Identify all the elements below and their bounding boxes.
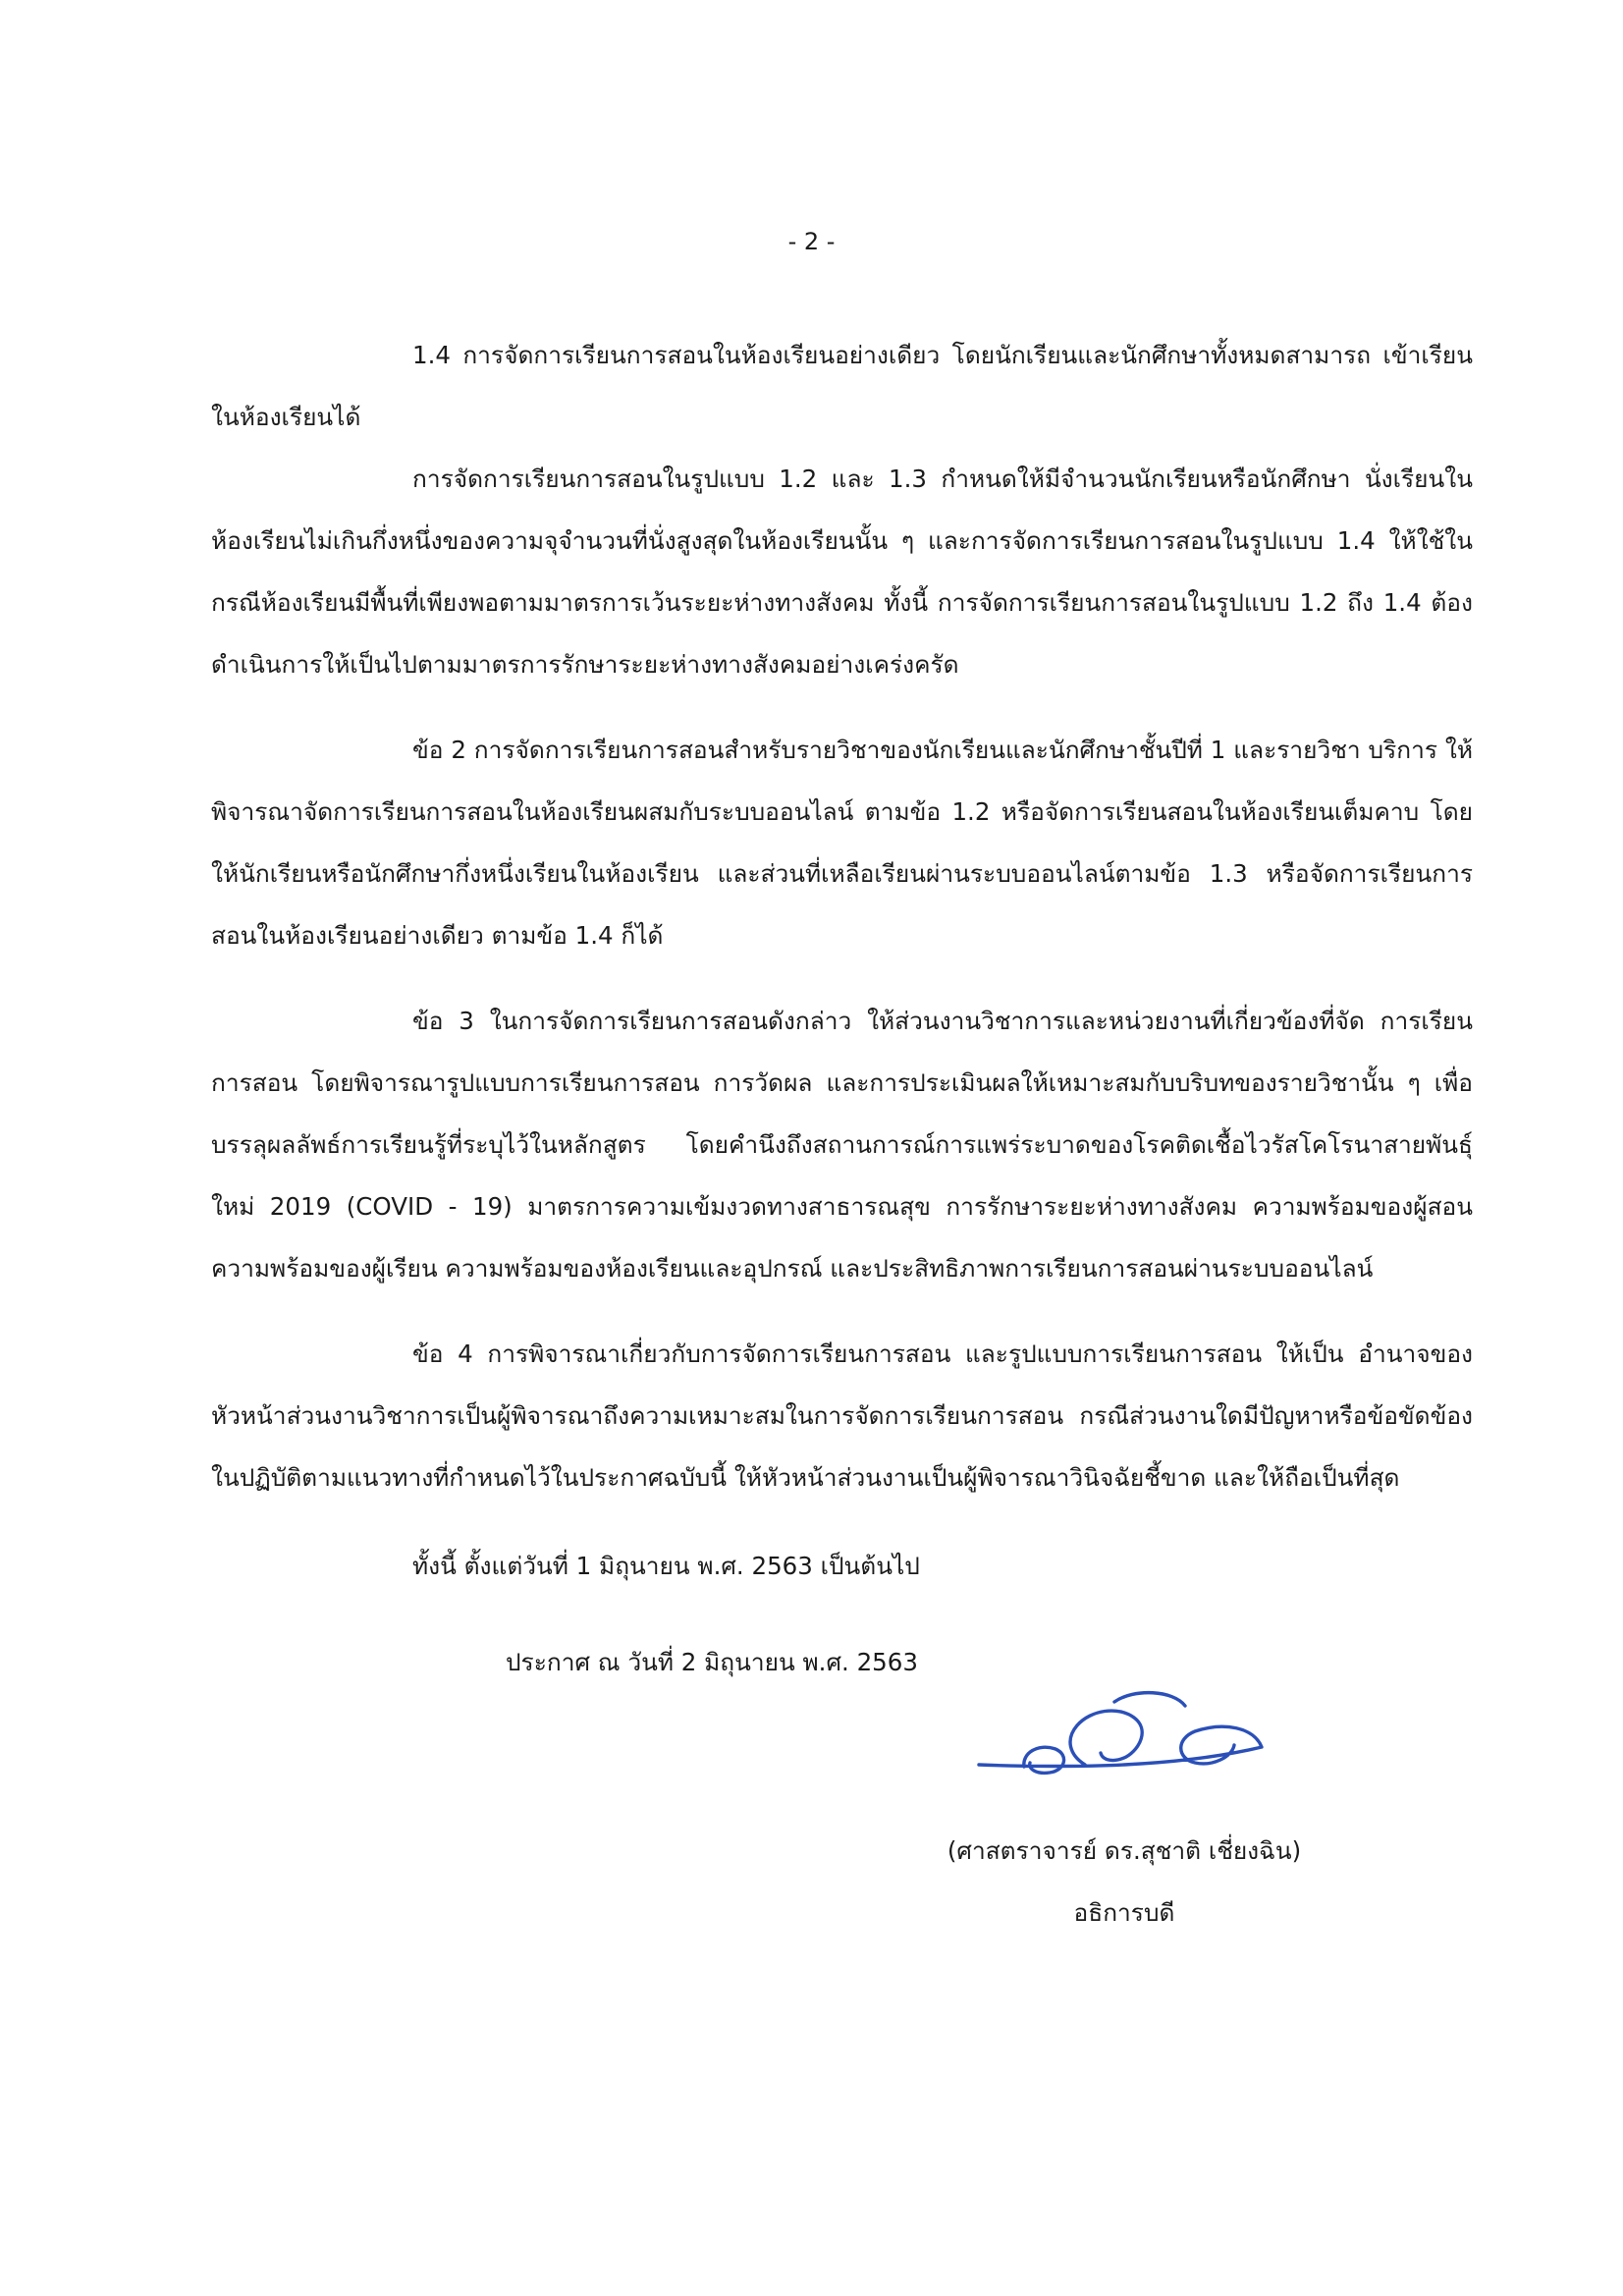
paragraph-continuation: บริการ ให้พิจารณาจัดการเรียนการสอนในห้องเรียนผสมกับระบบออนไลน์ ตามข้อ 1.2 หรือจัดการเรียนสอนในห้องเรียนเต็มคาบ โดยให้นักเรียนหรือนักศึกษากึ่งหนึ่งเรียนในห้องเรียน และส่วนที่เหลือเรียนผ่านระบบออนไลน์ตามข้อ 1.3 หรือจัดการเรียนการสอนในห้องเรียนอย่างเดียว ตามข้อ 1.4 ก็ได้ — [211, 736, 1473, 950]
paragraph-clause-3 — [211, 990, 1473, 1299]
paragraph-continuation: การเรียนการสอน โดยพิจารณารูปแบบการเรียนการสอน การวัดผล และการประเมินผลให้เหมาะสมกับบริบทของรายวิชานั้น ๆ เพื่อบรรลุผลลัพธ์การเรียนรู้ที่ระบุไว้ในหลักสูตร โดยคำนึงถึงสถานการณ์การแพร่ระบาดของโรคติดเชื้อไวรัสโคโรนาสายพันธุ์ใหม่ 2019 (COVID - 19) มาตรการความเข้มงวดทางสาธารณสุข การรักษาระยะห่างทางสังคม ความพร้อมของผู้สอน ความพร้อมของผู้เรียน ความพร้อมของห้องเรียนและอุปกรณ์ และประสิทธิภาพการเรียนการสอนผ่านระบบออนไลน์ — [211, 1007, 1473, 1283]
page-number: - 2 - — [787, 228, 836, 255]
paragraph-format-rules — [211, 448, 1473, 695]
document-body — [211, 324, 1473, 1508]
effective-date: ทั้งนี้ ตั้งแต่วันที่ 1 มิถุนายน พ.ศ. 2563 เป็นต้นไป — [412, 1552, 920, 1580]
paragraph-continuation: นั่งเรียนในห้องเรียนไม่เกินกึ่งหนึ่งของความจุจำนวนที่นั่งสูงสุดในห้องเรียนนั้น ๆ และการจัดการเรียนการสอนในรูปแบบ 1.4 ให้ใช้ในกรณีห้องเรียนมีพื้นที่เพียงพอตามมาตรการเว้นระยะห่างทางสังคม ทั้งนี้ การจัดการเรียนการสอนในรูปแบบ 1.2 ถึง 1.4 ต้องดำเนินการให้เป็นไปตามมาตรการรักษาระยะห่างทางสังคมอย่างเคร่งครัด — [211, 465, 1473, 679]
signature-image — [967, 1684, 1281, 1812]
paragraph-continuation: เข้าเรียนในห้องเรียนได้ — [211, 341, 1473, 431]
paragraph-clause-4 — [211, 1323, 1473, 1508]
announced-date: ประกาศ ณ วันที่ 2 มิถุนายน พ.ศ. 2563 — [506, 1648, 918, 1676]
paragraph-first-line: 1.4 การจัดการเรียนการสอนในห้องเรียนอย่างเดียว โดยนักเรียนและนักศึกษาทั้งหมดสามารถ — [412, 341, 1372, 369]
signer-title: อธิการบดี — [1073, 1898, 1175, 1927]
paragraph-first-line: ข้อ 2 การจัดการเรียนการสอนสำหรับรายวิชาของนักเรียนและนักศึกษาชั้นปีที่ 1 และรายวิชา — [412, 736, 1361, 764]
paragraph-first-line: ข้อ 4 การพิจารณาเกี่ยวกับการจัดการเรียนการสอน และรูปแบบการเรียนการสอน ให้เป็น — [412, 1339, 1344, 1368]
paragraph-1-4 — [211, 324, 1473, 448]
paragraph-continuation: อำนาจของหัวหน้าส่วนงานวิชาการเป็นผู้พิจารณาถึงความเหมาะสมในการจัดการเรียนการสอน กรณีส่วนงานใดมีปัญหาหรือข้อขัดข้องในปฏิบัติตามแนวทางที่กำหนดไว้ในประกาศฉบับนี้ ให้หัวหน้าส่วนงานเป็นผู้พิจารณาวินิจฉัยชี้ขาด และให้ถือเป็นที่สุด — [211, 1339, 1473, 1492]
paragraph-clause-2 — [211, 719, 1473, 966]
paragraph-first-line: การจัดการเรียนการสอนในรูปแบบ 1.2 และ 1.3 กำหนดให้มีจำนวนนักเรียนหรือนักศึกษา — [412, 465, 1351, 493]
signer-name: (ศาสตราจารย์ ดร.สุชาติ เชี่ยงฉิน) — [947, 1836, 1302, 1865]
paragraph-first-line: ข้อ 3 ในการจัดการเรียนการสอนดังกล่าว ให้ส่วนงานวิชาการและหน่วยงานที่เกี่ยวข้องที่จัด — [412, 1007, 1365, 1035]
